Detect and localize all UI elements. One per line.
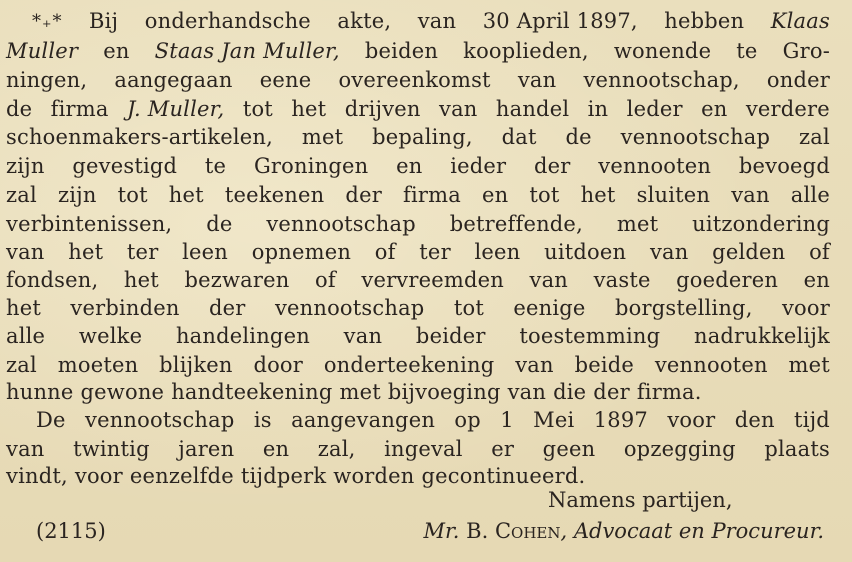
namens-partijen-text: Namens partijen, [548, 488, 733, 512]
word: Gro- [782, 39, 830, 63]
word: is [253, 408, 272, 432]
word: der [209, 296, 246, 320]
word: beider [415, 324, 486, 348]
word: vindt, [6, 464, 68, 488]
word: het [68, 240, 104, 264]
word: en [262, 437, 290, 461]
word: die [553, 380, 587, 404]
word: bevoegd [738, 154, 830, 178]
word: met [788, 353, 830, 377]
word: opnemen [251, 240, 352, 264]
word: hunne [6, 380, 74, 404]
word: tot [117, 183, 148, 207]
word: ieder [450, 154, 507, 178]
word: te [204, 154, 227, 178]
word: het [291, 97, 327, 121]
word: Klaas [770, 9, 830, 33]
word: of [315, 268, 336, 292]
word: de [206, 212, 233, 236]
text-line [6, 323, 830, 350]
signer-title: , Advocaat en Procureur. [560, 519, 824, 543]
signer-initial: B. [466, 519, 489, 543]
word: onderteekening [323, 353, 495, 377]
word: of [809, 240, 830, 264]
text-line [6, 436, 830, 463]
word: ningen, [6, 68, 88, 92]
word: gevestigd [72, 154, 178, 178]
word: hebben [664, 9, 745, 33]
word: er [491, 437, 515, 461]
word: firma [50, 97, 109, 121]
text-line [6, 67, 830, 94]
word: vennooten [654, 353, 768, 377]
word: Muller [6, 39, 79, 63]
word: wonende [613, 39, 712, 63]
word: gecontinueerd. [421, 464, 586, 488]
word: verbinden [70, 296, 180, 320]
word: tot [529, 183, 560, 207]
word: van [507, 380, 547, 404]
word: te [736, 39, 758, 63]
word: 30 April 1897, [482, 9, 638, 33]
word: ter [126, 240, 159, 264]
text-line [6, 153, 830, 180]
word: Staas Jan Muller, [154, 39, 340, 63]
word: der [593, 380, 630, 404]
text-line [6, 379, 830, 406]
word: vennootschap [274, 296, 425, 320]
word: uitzondering [692, 212, 830, 236]
word: voor [74, 464, 123, 488]
asterism-icon: *₊* [32, 11, 63, 32]
word: bijvoeging [387, 380, 501, 404]
word: vervreemden [361, 268, 504, 292]
word: eene [259, 68, 312, 92]
word: handel [495, 97, 570, 121]
word: met [616, 212, 659, 236]
word: alle [790, 183, 830, 207]
word: alle [6, 324, 46, 348]
word: der [534, 154, 571, 178]
text-line [6, 182, 830, 209]
word: en [482, 183, 509, 207]
word: en [103, 39, 130, 63]
signature-line-signer [36, 518, 830, 545]
word: Bij [89, 9, 119, 33]
word: Mei [533, 408, 575, 432]
text-line [6, 124, 830, 151]
word: Groningen [253, 154, 369, 178]
word: onderhandsche [144, 9, 311, 33]
text-line [6, 463, 830, 490]
word: sluiten [636, 183, 711, 207]
word: vaste [593, 268, 651, 292]
word: zijn [6, 154, 45, 178]
word: leen [474, 240, 521, 264]
word: vennootschap, [583, 68, 740, 92]
word: en [803, 268, 830, 292]
word: de [6, 97, 33, 121]
text-line [6, 96, 830, 123]
word: firma. [636, 380, 702, 404]
word: vennootschap [85, 408, 235, 432]
word: van [517, 68, 557, 92]
word: beide [574, 353, 635, 377]
word: met [301, 125, 344, 149]
word: worden [333, 464, 415, 488]
word: door [253, 353, 304, 377]
word: zal [6, 353, 37, 377]
text-line [6, 352, 830, 379]
word: goederen [676, 268, 779, 292]
word: aangevangen [291, 408, 436, 432]
word: borgstelling, [614, 296, 753, 320]
text-line [6, 211, 830, 238]
word: 1897 [593, 408, 648, 432]
word: beiden [364, 39, 439, 63]
word: in [587, 97, 609, 121]
word: leen [182, 240, 229, 264]
word: van [515, 353, 554, 377]
word: leder [626, 97, 683, 121]
word: het [6, 296, 41, 320]
word: van [649, 240, 689, 264]
word: vennootschap [620, 125, 771, 149]
reference-number: (2115) [36, 519, 106, 543]
word: akte, [337, 9, 392, 33]
word: overeenkomst [338, 68, 491, 92]
word: blijken [159, 353, 233, 377]
word: vennooten [598, 154, 712, 178]
word: plaats [764, 437, 830, 461]
word: zijn [57, 183, 97, 207]
word: tijd [794, 408, 830, 432]
text-line [32, 8, 830, 35]
word: firma [402, 183, 461, 207]
word: schoenmakers-artikelen, [6, 125, 273, 149]
word: opzegging [623, 437, 736, 461]
signer-prefix: Mr. [423, 519, 460, 543]
text-line [36, 407, 830, 434]
word: zal [799, 125, 830, 149]
word: betreffende, [449, 212, 583, 236]
word: welke [78, 324, 143, 348]
text-line [6, 239, 830, 266]
word: op [454, 408, 481, 432]
word: tot [242, 97, 273, 121]
word: het [168, 183, 204, 207]
word: nadrukkelijk [693, 324, 830, 348]
signature-line-namens [548, 487, 733, 514]
word: De [36, 408, 66, 432]
word: dat [501, 125, 537, 149]
word: voor [667, 408, 716, 432]
word: fondsen, [6, 268, 99, 292]
word: bezwaren [184, 268, 290, 292]
word: verbintenissen, [6, 212, 173, 236]
word: aangegaan [114, 68, 233, 92]
word: moeten [57, 353, 139, 377]
word: onder [766, 68, 830, 92]
word: van [6, 437, 45, 461]
word: en [701, 97, 728, 121]
word: en [396, 154, 423, 178]
word: tijdperk [240, 464, 327, 488]
word: ter [419, 240, 451, 264]
signer-name: Cohen [494, 519, 561, 543]
word: bepaling, [372, 125, 473, 149]
word: van [439, 97, 478, 121]
word: teekenen [224, 183, 325, 207]
text-line [6, 267, 830, 294]
word: zal, [317, 437, 356, 461]
word: tot [453, 296, 484, 320]
word: eenige [513, 296, 586, 320]
word: verdere [745, 97, 830, 121]
word: het [123, 268, 159, 292]
word: van [731, 183, 770, 207]
word: voor [781, 296, 830, 320]
word: twintig [73, 437, 150, 461]
word: geen [542, 437, 596, 461]
word: gelden [712, 240, 786, 264]
word: met [339, 380, 381, 404]
word: van [417, 9, 457, 33]
word: de [565, 125, 592, 149]
text-line [6, 295, 830, 322]
word: kooplieden, [463, 39, 589, 63]
word: het [580, 183, 616, 207]
word: jaren [178, 437, 235, 461]
word: der [345, 183, 382, 207]
word: drijven [344, 97, 421, 121]
word: gewone [80, 380, 165, 404]
word: eenzelfde [129, 464, 234, 488]
word: handteekening [171, 380, 333, 404]
word: J. Muller, [127, 97, 225, 121]
word: zal [6, 183, 37, 207]
word: handelingen [175, 324, 310, 348]
word: vennootschap [266, 212, 416, 236]
word: van [343, 324, 383, 348]
signer [424, 518, 824, 545]
text-line [6, 38, 830, 65]
word: 1 [500, 408, 514, 432]
word: van [6, 240, 45, 264]
word: van [529, 268, 569, 292]
word: uitdoen [544, 240, 627, 264]
word: toestemming [519, 324, 661, 348]
word: den [734, 408, 775, 432]
word: ingeval [384, 437, 463, 461]
word: of [374, 240, 396, 264]
